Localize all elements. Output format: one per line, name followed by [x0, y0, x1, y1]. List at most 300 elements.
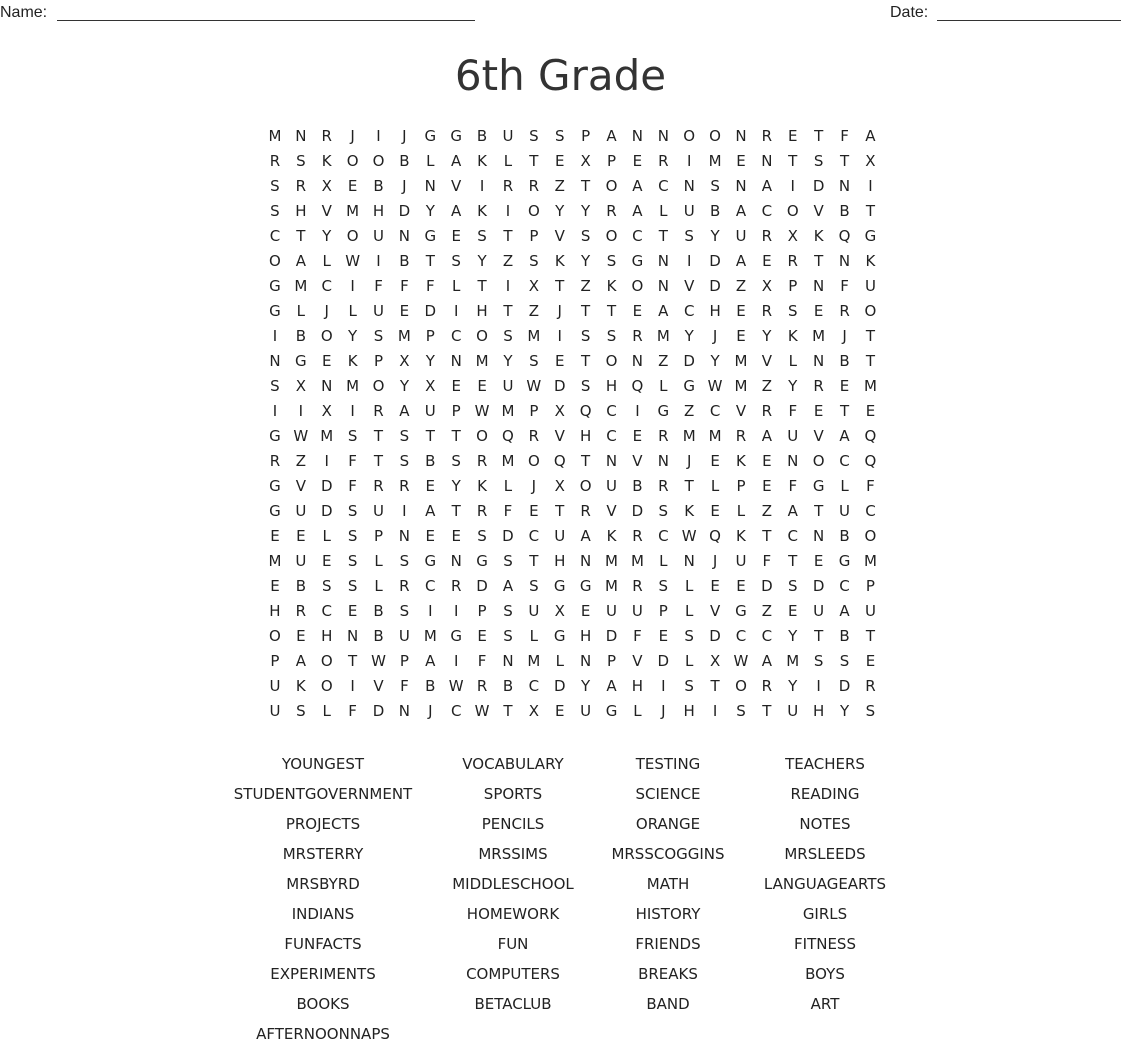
grid-letter: I — [298, 402, 304, 420]
grid-letter: N — [657, 252, 669, 270]
grid-letter: R — [606, 202, 617, 220]
grid-letter: L — [296, 302, 306, 320]
grid-letter: Y — [581, 202, 591, 220]
grid-letter: N — [838, 252, 851, 270]
grid-letter: P — [529, 227, 539, 245]
grid-letter: T — [606, 302, 617, 320]
grid-letter: M — [346, 202, 360, 220]
grid-letter: D — [812, 577, 825, 595]
grid-letter: M — [527, 327, 541, 345]
grid-letter: N — [580, 552, 592, 570]
grid-letter: I — [479, 177, 485, 195]
grid-letter: G — [269, 302, 281, 320]
grid-letter: P — [658, 602, 668, 620]
grid-letter: N — [450, 552, 462, 570]
grid-letter: Y — [322, 227, 332, 245]
grid-letter: I — [816, 677, 821, 695]
grid-letter: N — [735, 127, 747, 145]
grid-letter: F — [374, 277, 383, 295]
grid-letter: F — [866, 477, 875, 495]
grid-letter: Q — [502, 427, 514, 445]
grid-letter: E — [451, 377, 461, 395]
grid-letter: A — [761, 177, 772, 195]
grid-letter: E — [710, 502, 720, 520]
grid-letter: N — [813, 527, 825, 545]
grid-letter: M — [734, 352, 748, 370]
grid-letter: I — [661, 677, 666, 695]
grid-letter: G — [269, 477, 281, 495]
grid-letter: O — [346, 152, 359, 170]
grid-letter: E — [425, 477, 436, 495]
grid-letter: R — [761, 227, 773, 245]
grid-letter: P — [607, 152, 617, 170]
grid-letter: A — [735, 202, 747, 220]
grid-letter: S — [270, 377, 280, 395]
word-bank-row — [0, 811, 1121, 841]
grid-letter: Q — [864, 427, 877, 445]
grid-letter: E — [399, 302, 410, 320]
grid-letter: T — [814, 252, 824, 270]
word-bank-item: TEACHERS — [785, 755, 865, 773]
grid-letter: K — [477, 477, 487, 495]
grid-letter: L — [348, 302, 357, 320]
grid-letter: M — [734, 377, 748, 395]
grid-letter: O — [709, 127, 721, 145]
grid-row — [262, 274, 883, 299]
grid-letter: M — [397, 327, 411, 345]
grid-letter: S — [658, 502, 669, 520]
grid-letter: Z — [658, 352, 669, 370]
grid-letter: B — [709, 202, 721, 220]
grid-letter: C — [865, 502, 876, 520]
grid-letter: G — [553, 627, 566, 645]
grid-letter: O — [605, 352, 618, 370]
grid-letter: F — [503, 502, 513, 520]
grid-row — [262, 299, 883, 324]
grid-letter: T — [296, 227, 306, 245]
grid-letter: I — [505, 277, 511, 295]
grid-letter: U — [502, 377, 514, 395]
grid-letter: S — [347, 427, 358, 445]
grid-letter: N — [321, 377, 333, 395]
grid-letter: O — [476, 427, 488, 445]
grid-letter: B — [399, 252, 410, 270]
grid-letter: B — [632, 477, 643, 495]
grid-letter: U — [631, 602, 643, 620]
grid-letter: E — [762, 452, 772, 470]
word-bank-item: ORANGE — [635, 815, 701, 833]
grid-letter: M — [630, 552, 644, 570]
grid-letter: W — [474, 702, 490, 720]
grid-letter: V — [295, 477, 306, 495]
grid-letter: N — [580, 652, 592, 670]
grid-letter: V — [684, 277, 695, 295]
word-bank-item: BETACLUB — [474, 995, 552, 1013]
grid-letter: S — [710, 177, 720, 195]
grid-letter: U — [683, 202, 695, 220]
grid-letter: T — [373, 452, 384, 470]
grid-letter: D — [476, 577, 488, 595]
grid-letter: I — [686, 152, 692, 170]
grid-letter: R — [658, 152, 669, 170]
grid-letter: H — [579, 627, 592, 645]
grid-letter: P — [477, 602, 487, 620]
grid-letter: S — [580, 377, 591, 395]
grid-letter: D — [553, 377, 566, 395]
grid-letter: G — [838, 552, 851, 570]
grid-letter: F — [425, 277, 435, 295]
grid-letter: N — [347, 627, 359, 645]
grid-letter: C — [632, 227, 643, 245]
grid-letter: T — [684, 477, 694, 495]
grid-letter: N — [813, 277, 825, 295]
grid-letter: I — [376, 252, 381, 270]
grid-letter: A — [425, 502, 436, 520]
grid-letter: C — [269, 227, 281, 245]
word-bank-item: BOYS — [805, 965, 845, 983]
grid-letter: T — [555, 277, 565, 295]
grid-letter: W — [733, 652, 749, 670]
grid-letter: U — [839, 502, 851, 520]
word-bank-item: VOCABULARY — [462, 755, 564, 773]
grid-letter: T — [503, 227, 513, 245]
grid-letter: Y — [477, 252, 487, 270]
grid-letter: N — [787, 452, 799, 470]
grid-letter: W — [474, 402, 490, 420]
grid-letter: F — [400, 677, 409, 695]
grid-letter: C — [761, 627, 773, 645]
grid-letter: D — [631, 502, 644, 520]
grid-letter: W — [448, 677, 464, 695]
grid-letter: J — [686, 452, 692, 470]
grid-letter: A — [839, 602, 850, 620]
grid-letter: R — [761, 127, 773, 145]
grid-letter: I — [350, 677, 355, 695]
grid-letter: R — [450, 577, 462, 595]
grid-letter: A — [632, 177, 643, 195]
grid-letter: C — [321, 277, 332, 295]
grid-letter: P — [865, 577, 875, 595]
word-bank-item: FRIENDS — [635, 935, 701, 953]
grid-letter: I — [557, 327, 562, 345]
grid-letter: S — [606, 252, 617, 270]
grid-letter: V — [632, 452, 643, 470]
word-bank-item: MATH — [646, 875, 690, 893]
grid-letter: S — [270, 202, 280, 220]
grid-letter: D — [812, 177, 825, 195]
word-bank-row — [0, 1021, 1121, 1051]
word-bank-row — [0, 841, 1121, 871]
word-bank-item: BAND — [646, 995, 690, 1013]
grid-letter: Z — [554, 177, 565, 195]
grid-letter: N — [605, 452, 618, 470]
word-bank-item: FITNESS — [794, 935, 856, 953]
grid-letter: G — [605, 702, 618, 720]
grid-letter: P — [736, 477, 746, 495]
grid-letter: N — [295, 127, 307, 145]
grid-letter: D — [838, 677, 851, 695]
grid-letter: N — [657, 277, 669, 295]
grid-letter: D — [605, 627, 618, 645]
grid-letter: S — [399, 602, 410, 620]
grid-letter: E — [762, 477, 772, 495]
grid-letter: T — [814, 627, 824, 645]
grid-letter: O — [605, 177, 618, 195]
word-bank-item: AFTERNOONNAPS — [256, 1025, 390, 1043]
grid-letter: U — [554, 527, 566, 545]
grid-letter: S — [347, 577, 358, 595]
grid-letter: I — [272, 402, 278, 420]
grid-row — [262, 224, 883, 249]
grid-letter: B — [839, 527, 850, 545]
grid-letter: S — [347, 502, 358, 520]
grid-letter: L — [322, 527, 331, 545]
grid-letter: E — [839, 377, 850, 395]
grid-letter: J — [350, 127, 355, 145]
grid-letter: L — [452, 277, 461, 295]
grid-letter: T — [425, 252, 435, 270]
grid-letter: S — [580, 227, 591, 245]
grid-row — [262, 524, 883, 549]
grid-letter: M — [475, 352, 489, 370]
grid-letter: Y — [684, 327, 694, 345]
grid-letter: T — [865, 327, 876, 345]
grid-letter: S — [736, 702, 746, 720]
word-bank-row — [0, 871, 1121, 901]
grid-letter: R — [295, 602, 307, 620]
grid-letter: F — [348, 452, 357, 470]
grid-letter: A — [787, 502, 798, 520]
grid-letter: W — [681, 527, 697, 545]
grid-letter: V — [373, 677, 384, 695]
word-bank-item: LANGUAGEARTS — [763, 875, 887, 893]
grid-letter: U — [606, 602, 618, 620]
grid-letter: A — [735, 252, 747, 270]
grid-letter: T — [581, 452, 591, 470]
grid-letter: C — [787, 527, 798, 545]
grid-letter: X — [709, 652, 721, 670]
grid-letter: G — [269, 277, 281, 295]
grid-letter: W — [293, 427, 309, 445]
grid-letter: R — [658, 427, 669, 445]
grid-letter: L — [322, 252, 331, 270]
grid-letter: M — [346, 377, 360, 395]
grid-letter: D — [320, 502, 333, 520]
grid-letter: C — [450, 702, 462, 720]
grid-letter: U — [580, 702, 592, 720]
grid-row — [262, 424, 883, 449]
grid-letter: E — [710, 452, 720, 470]
grid-letter: S — [787, 302, 798, 320]
grid-letter: A — [502, 577, 514, 595]
grid-letter: R — [502, 177, 514, 195]
grid-letter: R — [476, 502, 488, 520]
grid-letter: S — [813, 652, 824, 670]
grid-letter: D — [761, 577, 773, 595]
grid-row — [262, 624, 883, 649]
grid-letter: J — [402, 127, 407, 145]
grid-letter: E — [632, 152, 643, 170]
grid-letter: E — [477, 627, 487, 645]
word-bank-row — [0, 751, 1121, 781]
grid-letter: T — [710, 677, 720, 695]
grid-letter: E — [451, 527, 461, 545]
grid-letter: S — [787, 577, 798, 595]
grid-letter: S — [503, 327, 513, 345]
grid-row — [262, 549, 883, 574]
grid-letter: D — [553, 677, 566, 695]
grid-letter: D — [398, 202, 411, 220]
grid-row — [262, 249, 883, 274]
grid-letter: R — [399, 477, 410, 495]
grid-letter: E — [580, 602, 591, 620]
grid-letter: S — [347, 552, 358, 570]
grid-letter: E — [321, 552, 332, 570]
grid-letter: M — [656, 327, 670, 345]
grid-letter: C — [606, 402, 617, 420]
grid-row — [262, 599, 883, 624]
grid-row — [262, 674, 883, 699]
grid-letter: X — [761, 277, 772, 295]
word-bank-item: HOMEWORK — [466, 905, 560, 923]
word-bank — [0, 751, 1121, 1051]
word-bank-item: COMPUTERS — [466, 965, 560, 983]
grid-letter: Z — [761, 377, 772, 395]
grid-letter: E — [813, 402, 824, 420]
grid-letter: H — [709, 302, 721, 320]
grid-letter: X — [295, 377, 306, 395]
grid-letter: M — [605, 577, 618, 595]
name-label: Name: — [0, 4, 48, 21]
grid-letter: U — [295, 502, 307, 520]
grid-letter: L — [736, 502, 746, 520]
grid-letter: N — [735, 177, 747, 195]
grid-letter: K — [736, 452, 746, 470]
grid-letter: R — [787, 252, 798, 270]
grid-letter: M — [863, 552, 877, 570]
grid-letter: L — [503, 477, 513, 495]
grid-letter: S — [296, 152, 306, 170]
word-bank-item: STUDENTGOVERNMENT — [233, 785, 413, 803]
grid-letter: A — [606, 127, 617, 145]
grid-letter: X — [554, 602, 565, 620]
grid-letter: C — [658, 527, 669, 545]
grid-letter: N — [631, 127, 644, 145]
grid-letter: E — [347, 177, 358, 195]
grid-letter: D — [372, 702, 385, 720]
grid-letter: T — [529, 152, 539, 170]
grid-letter: U — [424, 402, 436, 420]
grid-letter: L — [374, 577, 383, 595]
grid-letter: Z — [580, 277, 591, 295]
grid-letter: I — [453, 652, 459, 670]
grid-letter: I — [350, 402, 355, 420]
grid-letter: E — [555, 352, 565, 370]
grid-letter: E — [736, 577, 746, 595]
grid-letter: A — [761, 652, 772, 670]
grid-letter: J — [842, 327, 847, 345]
grid-letter: U — [502, 127, 514, 145]
grid-letter: B — [425, 677, 436, 695]
grid-letter: K — [295, 677, 306, 695]
grid-letter: B — [295, 577, 306, 595]
grid-letter: S — [529, 127, 539, 145]
grid-letter: I — [635, 402, 640, 420]
word-bank-item: MRSSCOGGINS — [611, 845, 725, 863]
grid-letter: U — [295, 552, 307, 570]
grid-letter: B — [502, 677, 514, 695]
grid-letter: C — [450, 327, 462, 345]
grid-letter: U — [528, 602, 540, 620]
grid-letter: F — [477, 652, 487, 670]
grid-letter: S — [451, 452, 461, 470]
grid-letter: N — [683, 552, 695, 570]
grid-letter: R — [528, 427, 540, 445]
grid-letter: J — [531, 477, 537, 495]
grid-letter: N — [683, 177, 695, 195]
grid-letter: M — [268, 552, 282, 570]
grid-letter: E — [270, 527, 280, 545]
grid-letter: Z — [761, 602, 772, 620]
grid-letter: R — [813, 377, 824, 395]
word-bank-item: BREAKS — [638, 965, 698, 983]
grid-letter: Z — [502, 252, 514, 270]
grid-row — [262, 474, 883, 499]
grid-letter: B — [839, 202, 850, 220]
grid-row — [262, 399, 883, 424]
grid-letter: M — [812, 327, 826, 345]
grid-letter: T — [762, 702, 772, 720]
word-bank-item: MIDDLESCHOOL — [452, 875, 574, 893]
grid-letter: O — [735, 677, 747, 695]
grid-letter: T — [451, 427, 461, 445]
grid-letter: N — [657, 127, 669, 145]
grid-letter: B — [295, 327, 306, 345]
grid-letter: V — [709, 602, 721, 620]
grid-letter: T — [555, 502, 565, 520]
grid-letter: D — [320, 477, 333, 495]
grid-letter: O — [527, 202, 540, 220]
grid-letter: N — [269, 352, 281, 370]
grid-letter: Y — [839, 702, 850, 720]
grid-letter: R — [476, 677, 488, 695]
grid-letter: Y — [581, 677, 591, 695]
grid-letter: L — [633, 702, 642, 720]
word-bank-item: MRSSIMS — [478, 845, 548, 863]
grid-letter: M — [786, 652, 800, 670]
grid-letter: F — [348, 702, 357, 720]
grid-letter: J — [661, 702, 666, 720]
grid-letter: N — [424, 177, 436, 195]
grid-letter: V — [813, 427, 824, 445]
grid-letter: M — [605, 552, 618, 570]
grid-letter: M — [423, 627, 437, 645]
grid-letter: P — [399, 652, 409, 670]
word-bank-item: NOTES — [799, 815, 851, 833]
grid-letter: L — [840, 477, 849, 495]
grid-letter: L — [529, 627, 539, 645]
grid-letter: V — [606, 502, 617, 520]
grid-letter: Q — [838, 227, 851, 245]
grid-letter: E — [865, 652, 876, 670]
grid-letter: X — [528, 277, 539, 295]
grid-letter: T — [839, 152, 850, 170]
grid-letter: Y — [348, 327, 358, 345]
grid-letter: A — [658, 302, 669, 320]
grid-letter: R — [761, 402, 773, 420]
word-bank-item: GIRLS — [802, 905, 848, 923]
grid-letter: Q — [864, 452, 877, 470]
